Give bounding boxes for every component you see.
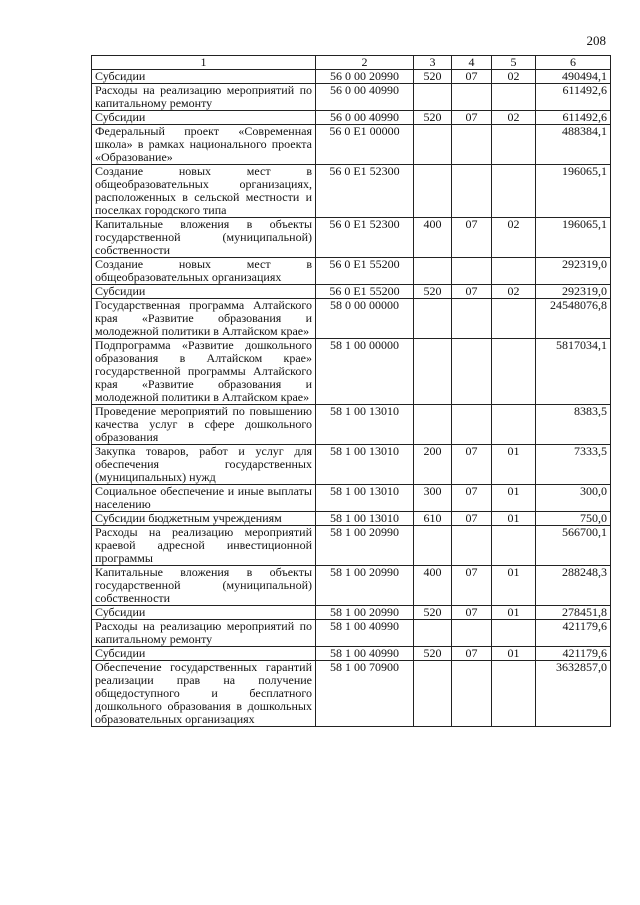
row-c3-cell	[414, 125, 452, 165]
row-c3-cell	[414, 339, 452, 405]
table-row	[92, 647, 611, 661]
row-name-cell: Субсидии	[92, 606, 316, 620]
row-name-cell: Создание новых мест в общеобразовательных организациях	[92, 258, 316, 285]
row-name-cell: Создание новых мест в общеобразовательных организациях, расположенных в сельской местности и поселках городского типа	[92, 165, 316, 218]
row-c4-cell: 07	[452, 606, 492, 620]
row-code-cell: 58 1 00 13010	[316, 512, 414, 526]
table-row	[92, 526, 611, 566]
row-c3-cell	[414, 165, 452, 218]
row-c3-cell: 610	[414, 512, 452, 526]
row-c4-cell	[452, 620, 492, 647]
row-c4-cell: 07	[452, 512, 492, 526]
row-amount-cell: 490494,1	[536, 70, 611, 84]
row-c4-cell: 07	[452, 647, 492, 661]
row-c4-cell	[452, 299, 492, 339]
row-c3-cell	[414, 258, 452, 285]
table-row	[92, 111, 611, 125]
row-name-cell: Капитальные вложения в объекты государственной (муниципальной) собственности	[92, 218, 316, 258]
row-c3-cell	[414, 526, 452, 566]
row-c5-cell	[492, 125, 536, 165]
row-code-cell: 56 0 E1 55200	[316, 258, 414, 285]
row-amount-cell: 292319,0	[536, 258, 611, 285]
row-name-cell: Субсидии	[92, 70, 316, 84]
row-amount-cell: 750,0	[536, 512, 611, 526]
table-body	[92, 70, 611, 727]
row-c3-cell: 520	[414, 606, 452, 620]
row-c5-cell	[492, 620, 536, 647]
row-c3-cell	[414, 405, 452, 445]
row-c3-cell: 520	[414, 70, 452, 84]
row-c5-cell: 01	[492, 485, 536, 512]
row-amount-cell: 421179,6	[536, 647, 611, 661]
row-c3-cell: 400	[414, 566, 452, 606]
table-row	[92, 84, 611, 111]
row-c5-cell: 01	[492, 512, 536, 526]
row-name-cell: Расходы на реализацию мероприятий по капитальному ремонту	[92, 620, 316, 647]
row-c3-cell: 520	[414, 111, 452, 125]
row-code-cell: 58 1 00 70900	[316, 661, 414, 727]
column-header: 4	[452, 56, 492, 70]
row-c3-cell: 520	[414, 285, 452, 299]
row-c4-cell	[452, 339, 492, 405]
row-c4-cell	[452, 84, 492, 111]
row-code-cell: 56 0 E1 55200	[316, 285, 414, 299]
row-c5-cell: 02	[492, 70, 536, 84]
row-name-cell: Субсидии бюджетным учреждениям	[92, 512, 316, 526]
row-c5-cell: 02	[492, 111, 536, 125]
row-name-cell: Расходы на реализацию мероприятий краевой адресной инвестиционной программы	[92, 526, 316, 566]
row-c5-cell	[492, 661, 536, 727]
row-c3-cell	[414, 620, 452, 647]
column-header: 1	[92, 56, 316, 70]
row-amount-cell: 8383,5	[536, 405, 611, 445]
table-row	[92, 512, 611, 526]
row-code-cell: 56 0 E1 52300	[316, 218, 414, 258]
row-c5-cell	[492, 84, 536, 111]
row-code-cell: 58 1 00 40990	[316, 647, 414, 661]
row-code-cell: 56 0 E1 00000	[316, 125, 414, 165]
row-c5-cell: 02	[492, 218, 536, 258]
row-name-cell: Субсидии	[92, 647, 316, 661]
row-c4-cell: 07	[452, 218, 492, 258]
row-c4-cell: 07	[452, 111, 492, 125]
row-c4-cell	[452, 125, 492, 165]
row-code-cell: 58 1 00 20990	[316, 526, 414, 566]
row-amount-cell: 278451,8	[536, 606, 611, 620]
row-name-cell: Федеральный проект «Современная школа» в рамках национального проекта «Образование»	[92, 125, 316, 165]
row-c5-cell	[492, 526, 536, 566]
row-c5-cell	[492, 258, 536, 285]
budget-table	[91, 55, 611, 727]
row-name-cell: Обеспечение государственных гарантий реализации прав на получение общедоступного и бесплатного дошкольного образования в дошкольных образовательных организациях	[92, 661, 316, 727]
table-row	[92, 339, 611, 405]
column-header: 5	[492, 56, 536, 70]
row-c3-cell: 200	[414, 445, 452, 485]
row-code-cell: 58 1 00 40990	[316, 620, 414, 647]
column-header: 3	[414, 56, 452, 70]
row-c5-cell: 01	[492, 606, 536, 620]
row-c5-cell	[492, 339, 536, 405]
row-c5-cell: 02	[492, 285, 536, 299]
column-header: 2	[316, 56, 414, 70]
row-amount-cell: 196065,1	[536, 165, 611, 218]
row-amount-cell: 488384,1	[536, 125, 611, 165]
row-c3-cell	[414, 299, 452, 339]
row-code-cell: 58 1 00 20990	[316, 606, 414, 620]
table-row	[92, 125, 611, 165]
row-c4-cell	[452, 526, 492, 566]
row-name-cell: Расходы на реализацию мероприятий по капитальному ремонту	[92, 84, 316, 111]
row-code-cell: 56 0 00 40990	[316, 84, 414, 111]
row-amount-cell: 611492,6	[536, 111, 611, 125]
row-code-cell: 56 0 E1 52300	[316, 165, 414, 218]
row-c4-cell	[452, 661, 492, 727]
table-row	[92, 299, 611, 339]
row-c3-cell	[414, 661, 452, 727]
table-row	[92, 606, 611, 620]
row-c4-cell: 07	[452, 70, 492, 84]
row-c3-cell: 520	[414, 647, 452, 661]
row-code-cell: 58 1 00 00000	[316, 339, 414, 405]
table-row	[92, 165, 611, 218]
row-c4-cell: 07	[452, 445, 492, 485]
row-c5-cell	[492, 405, 536, 445]
row-c4-cell: 07	[452, 285, 492, 299]
row-amount-cell: 3632857,0	[536, 661, 611, 727]
row-amount-cell: 7333,5	[536, 445, 611, 485]
column-header: 6	[536, 56, 611, 70]
row-name-cell: Субсидии	[92, 111, 316, 125]
row-name-cell: Государственная программа Алтайского края «Развитие образования и молодежной политики в Алтайском крае»	[92, 299, 316, 339]
row-c5-cell: 01	[492, 445, 536, 485]
row-c4-cell: 07	[452, 485, 492, 512]
table-row	[92, 405, 611, 445]
row-c4-cell	[452, 258, 492, 285]
row-c4-cell	[452, 405, 492, 445]
row-name-cell: Капитальные вложения в объекты государственной (муниципальной) собственности	[92, 566, 316, 606]
table-row	[92, 70, 611, 84]
row-code-cell: 56 0 00 20990	[316, 70, 414, 84]
row-amount-cell: 566700,1	[536, 526, 611, 566]
row-c4-cell: 07	[452, 566, 492, 606]
table-row	[92, 218, 611, 258]
row-name-cell: Субсидии	[92, 285, 316, 299]
row-c5-cell	[492, 299, 536, 339]
row-code-cell: 58 1 00 13010	[316, 445, 414, 485]
row-code-cell: 58 1 00 13010	[316, 485, 414, 512]
table-row	[92, 258, 611, 285]
row-c4-cell	[452, 165, 492, 218]
row-amount-cell: 5817034,1	[536, 339, 611, 405]
row-name-cell: Проведение мероприятий по повышению качества услуг в сфере дошкольного образования	[92, 405, 316, 445]
row-code-cell: 58 0 00 00000	[316, 299, 414, 339]
table-row	[92, 620, 611, 647]
row-c5-cell: 01	[492, 566, 536, 606]
row-code-cell: 58 1 00 13010	[316, 405, 414, 445]
row-code-cell: 58 1 00 20990	[316, 566, 414, 606]
row-amount-cell: 288248,3	[536, 566, 611, 606]
table-row	[92, 445, 611, 485]
row-amount-cell: 300,0	[536, 485, 611, 512]
row-name-cell: Подпрограмма «Развитие дошкольного образования в Алтайском крае» государственной программы Алтайского края «Развитие образования и молодежной политики в Алтайском крае»	[92, 339, 316, 405]
row-amount-cell: 24548076,8	[536, 299, 611, 339]
table-header-row	[92, 56, 611, 70]
table-row	[92, 566, 611, 606]
row-name-cell: Закупка товаров, работ и услуг для обеспечения государственных (муниципальных) нужд	[92, 445, 316, 485]
page-number: 208	[586, 33, 606, 48]
row-amount-cell: 611492,6	[536, 84, 611, 111]
row-c5-cell	[492, 165, 536, 218]
row-amount-cell: 421179,6	[536, 620, 611, 647]
row-code-cell: 56 0 00 40990	[316, 111, 414, 125]
row-c3-cell	[414, 84, 452, 111]
row-amount-cell: 292319,0	[536, 285, 611, 299]
row-c3-cell: 300	[414, 485, 452, 512]
row-name-cell: Социальное обеспечение и иные выплаты населению	[92, 485, 316, 512]
row-c5-cell: 01	[492, 647, 536, 661]
row-c3-cell: 400	[414, 218, 452, 258]
table-row	[92, 661, 611, 727]
row-amount-cell: 196065,1	[536, 218, 611, 258]
table-row	[92, 285, 611, 299]
table-row	[92, 485, 611, 512]
